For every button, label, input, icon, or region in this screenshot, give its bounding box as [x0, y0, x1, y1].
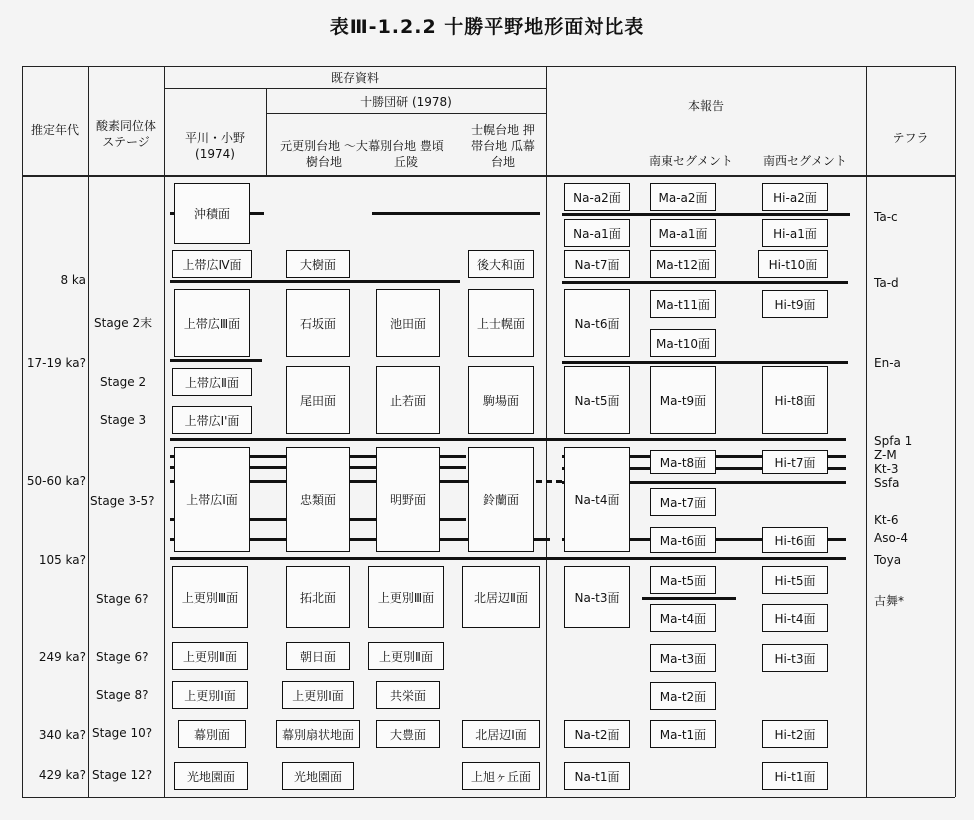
- surface-box: 上更別Ⅲ面: [368, 566, 444, 628]
- surface-box: 上更別Ⅱ面: [368, 642, 444, 670]
- line-alluvial-right: [250, 212, 264, 215]
- line-tac: [562, 213, 850, 216]
- surface-box: Na-t5面: [564, 366, 630, 434]
- surface-box: 上更別Ⅱ面: [172, 642, 248, 670]
- surface-box: Na-t6面: [564, 289, 630, 357]
- surface-box: Hi-t8面: [762, 366, 828, 434]
- surface-box: Ma-t11面: [650, 290, 716, 318]
- header-age: 推定年代: [30, 123, 79, 137]
- stage-label: Stage 3: [100, 413, 147, 427]
- line-furumai: [642, 597, 736, 600]
- tephra-label: Kt-3: [874, 462, 899, 476]
- surface-box: Ma-t5面: [650, 566, 716, 594]
- surface-box: Hi-t10面: [758, 250, 828, 278]
- surface-box: Ma-t3面: [650, 644, 716, 672]
- stage-label: Stage 2: [100, 375, 147, 389]
- surface-box: Ma-t4面: [650, 604, 716, 632]
- tephra-label: Ssfa: [874, 476, 900, 490]
- surface-box: 駒場面: [468, 366, 534, 434]
- surface-box: Hi-t6面: [762, 527, 828, 553]
- tephra-label: Z-M: [874, 448, 897, 462]
- age-label: 340 ka?: [38, 728, 86, 742]
- surface-box: Na-t4面: [564, 447, 630, 552]
- surface-box: Hi-t5面: [762, 566, 828, 594]
- line-ena: [562, 361, 848, 364]
- surface-box: 尾田面: [286, 366, 350, 434]
- surface-box: Hi-t4面: [762, 604, 828, 632]
- stage-label: Stage 12?: [92, 768, 153, 782]
- header-bottom: [22, 175, 955, 177]
- surface-box: Hi-a2面: [762, 183, 828, 211]
- surface-box: Ma-t1面: [650, 720, 716, 748]
- header-stage: 酸素同位体 ステージ: [95, 119, 156, 149]
- surface-box: Ma-t12面: [650, 250, 716, 278]
- surface-box: Ma-t7面: [650, 488, 716, 516]
- surface-box: Hi-a1面: [762, 219, 828, 247]
- stage-label: Stage 8?: [96, 688, 149, 702]
- surface-box: 上帯広Ⅰ面: [174, 447, 250, 552]
- line-alluvial-mid: [372, 212, 540, 215]
- surface-box: 大樹面: [286, 250, 350, 278]
- stage-label: Stage 6?: [96, 650, 149, 664]
- surface-box: Ma-t10面: [650, 329, 716, 357]
- surface-box: 光地園面: [282, 762, 354, 790]
- surface-box: Hi-t2面: [762, 720, 828, 748]
- surface-box: 沖積面: [174, 183, 250, 244]
- surface-box: 上更別Ⅲ面: [172, 566, 248, 628]
- tephra-label: Aso-4: [874, 531, 908, 545]
- line-tad: [562, 281, 848, 284]
- frame-top: [22, 66, 955, 67]
- surface-box: 拓北面: [286, 566, 350, 628]
- line-8ka: [170, 280, 460, 283]
- tephra-label: 古舞*: [874, 594, 905, 608]
- age-label: 8 ka: [60, 273, 86, 287]
- surface-box: Na-a1面: [564, 219, 630, 247]
- header-sub3: 士幌台地 押帯台地 瓜幕台地: [471, 123, 535, 169]
- surface-box: 上帯広Ⅱ面: [172, 368, 252, 396]
- surface-box: 幕別面: [178, 720, 246, 748]
- surface-box: Na-a2面: [564, 183, 630, 211]
- line-ssfa-dash: [536, 480, 562, 483]
- surface-box: 後大和面: [468, 250, 534, 278]
- surface-box: 北居辺Ⅱ面: [462, 566, 540, 628]
- tephra-label: Kt-6: [874, 513, 899, 527]
- surface-box: Ma-t2面: [650, 682, 716, 710]
- stage-label: Stage 10?: [92, 726, 153, 740]
- surface-box: Na-t3面: [564, 566, 630, 628]
- surface-box: Ma-t6面: [650, 527, 716, 553]
- tephra-label: Spfa 1: [874, 434, 913, 448]
- header-sub2: 幕別台地 豊頃丘陵: [368, 139, 444, 169]
- surface-box: 大豊面: [376, 720, 440, 748]
- frame-left: [22, 66, 23, 797]
- surface-box: Hi-t3面: [762, 644, 828, 672]
- surface-box: Na-t7面: [564, 250, 630, 278]
- stage-label: Stage 6?: [96, 592, 149, 606]
- divider-age: [88, 66, 89, 797]
- surface-box: 上旭ヶ丘面: [462, 762, 540, 790]
- stage-label: Stage 3-5?: [90, 494, 155, 508]
- existing-sub-line: [164, 88, 546, 89]
- surface-box: 鈴蘭面: [468, 447, 534, 552]
- surface-box: 朝日面: [286, 642, 350, 670]
- tephra-label: Ta-d: [874, 276, 899, 290]
- age-label: 249 ka?: [38, 650, 86, 664]
- header-sub1: 元更別台地 ～大樹台地: [280, 139, 368, 169]
- frame-bottom: [22, 797, 955, 798]
- header-tephra: テフラ: [892, 131, 929, 145]
- surface-box: Hi-t9面: [762, 290, 828, 318]
- surface-box: 上更別Ⅰ面: [172, 681, 248, 709]
- header-report: 本報告: [687, 99, 724, 113]
- header-existing: 既存資料: [330, 71, 379, 85]
- line-17ka-left: [170, 359, 262, 362]
- surface-box: Ma-t9面: [650, 366, 716, 434]
- age-label: 105 ka?: [38, 553, 86, 567]
- age-label: 429 ka?: [38, 768, 86, 782]
- surface-box: 幕別扇状地面: [276, 720, 360, 748]
- surface-box: 共栄面: [376, 681, 440, 709]
- surface-box: 北居辺Ⅰ面: [462, 720, 540, 748]
- surface-box: 光地園面: [174, 762, 248, 790]
- line-spfa: [170, 438, 846, 441]
- divider-report: [866, 66, 867, 797]
- surface-box: 明野面: [376, 447, 440, 552]
- surface-box: Na-t2面: [564, 720, 630, 748]
- header-se: 南東セグメント: [649, 154, 733, 168]
- header-tokachi: 十勝団研 (1978): [360, 95, 452, 109]
- surface-box: 上士幌面: [468, 289, 534, 357]
- surface-box: Hi-t1面: [762, 762, 828, 790]
- surface-box: 池田面: [376, 289, 440, 357]
- frame-right: [955, 66, 956, 797]
- surface-box: 上帯広Ⅰ'面: [172, 406, 252, 434]
- header-sw: 南西セグメント: [763, 154, 847, 168]
- line-toya: [170, 557, 846, 560]
- tephra-label: Ta-c: [874, 210, 898, 224]
- age-label: 50-60 ka?: [26, 474, 86, 488]
- surface-box: 石坂面: [286, 289, 350, 357]
- surface-box: 上更別Ⅰ面: [282, 681, 354, 709]
- table-title: 表Ⅲ-1.2.2 十勝平野地形面対比表: [329, 16, 645, 38]
- surface-box: 止若面: [376, 366, 440, 434]
- surface-box: 上帯広Ⅳ面: [172, 250, 252, 278]
- divider-existing: [546, 66, 547, 797]
- surface-box: Na-t1面: [564, 762, 630, 790]
- age-label: 17-19 ka?: [26, 356, 86, 370]
- surface-box: Ma-a2面: [650, 183, 716, 211]
- surface-box: 忠類面: [286, 447, 350, 552]
- stage-label: Stage 2末: [94, 316, 153, 330]
- surface-box: Ma-a1面: [650, 219, 716, 247]
- header-hirakawa: 平川・小野 (1974): [184, 131, 245, 161]
- divider-stage: [164, 66, 165, 797]
- tephra-label: Toya: [874, 553, 902, 567]
- surface-box: Ma-t8面: [650, 450, 716, 474]
- tokachi-sub-line: [266, 113, 546, 114]
- tephra-label: En-a: [874, 356, 901, 370]
- surface-box: Hi-t7面: [762, 450, 828, 474]
- surface-box: 上帯広Ⅲ面: [174, 289, 250, 357]
